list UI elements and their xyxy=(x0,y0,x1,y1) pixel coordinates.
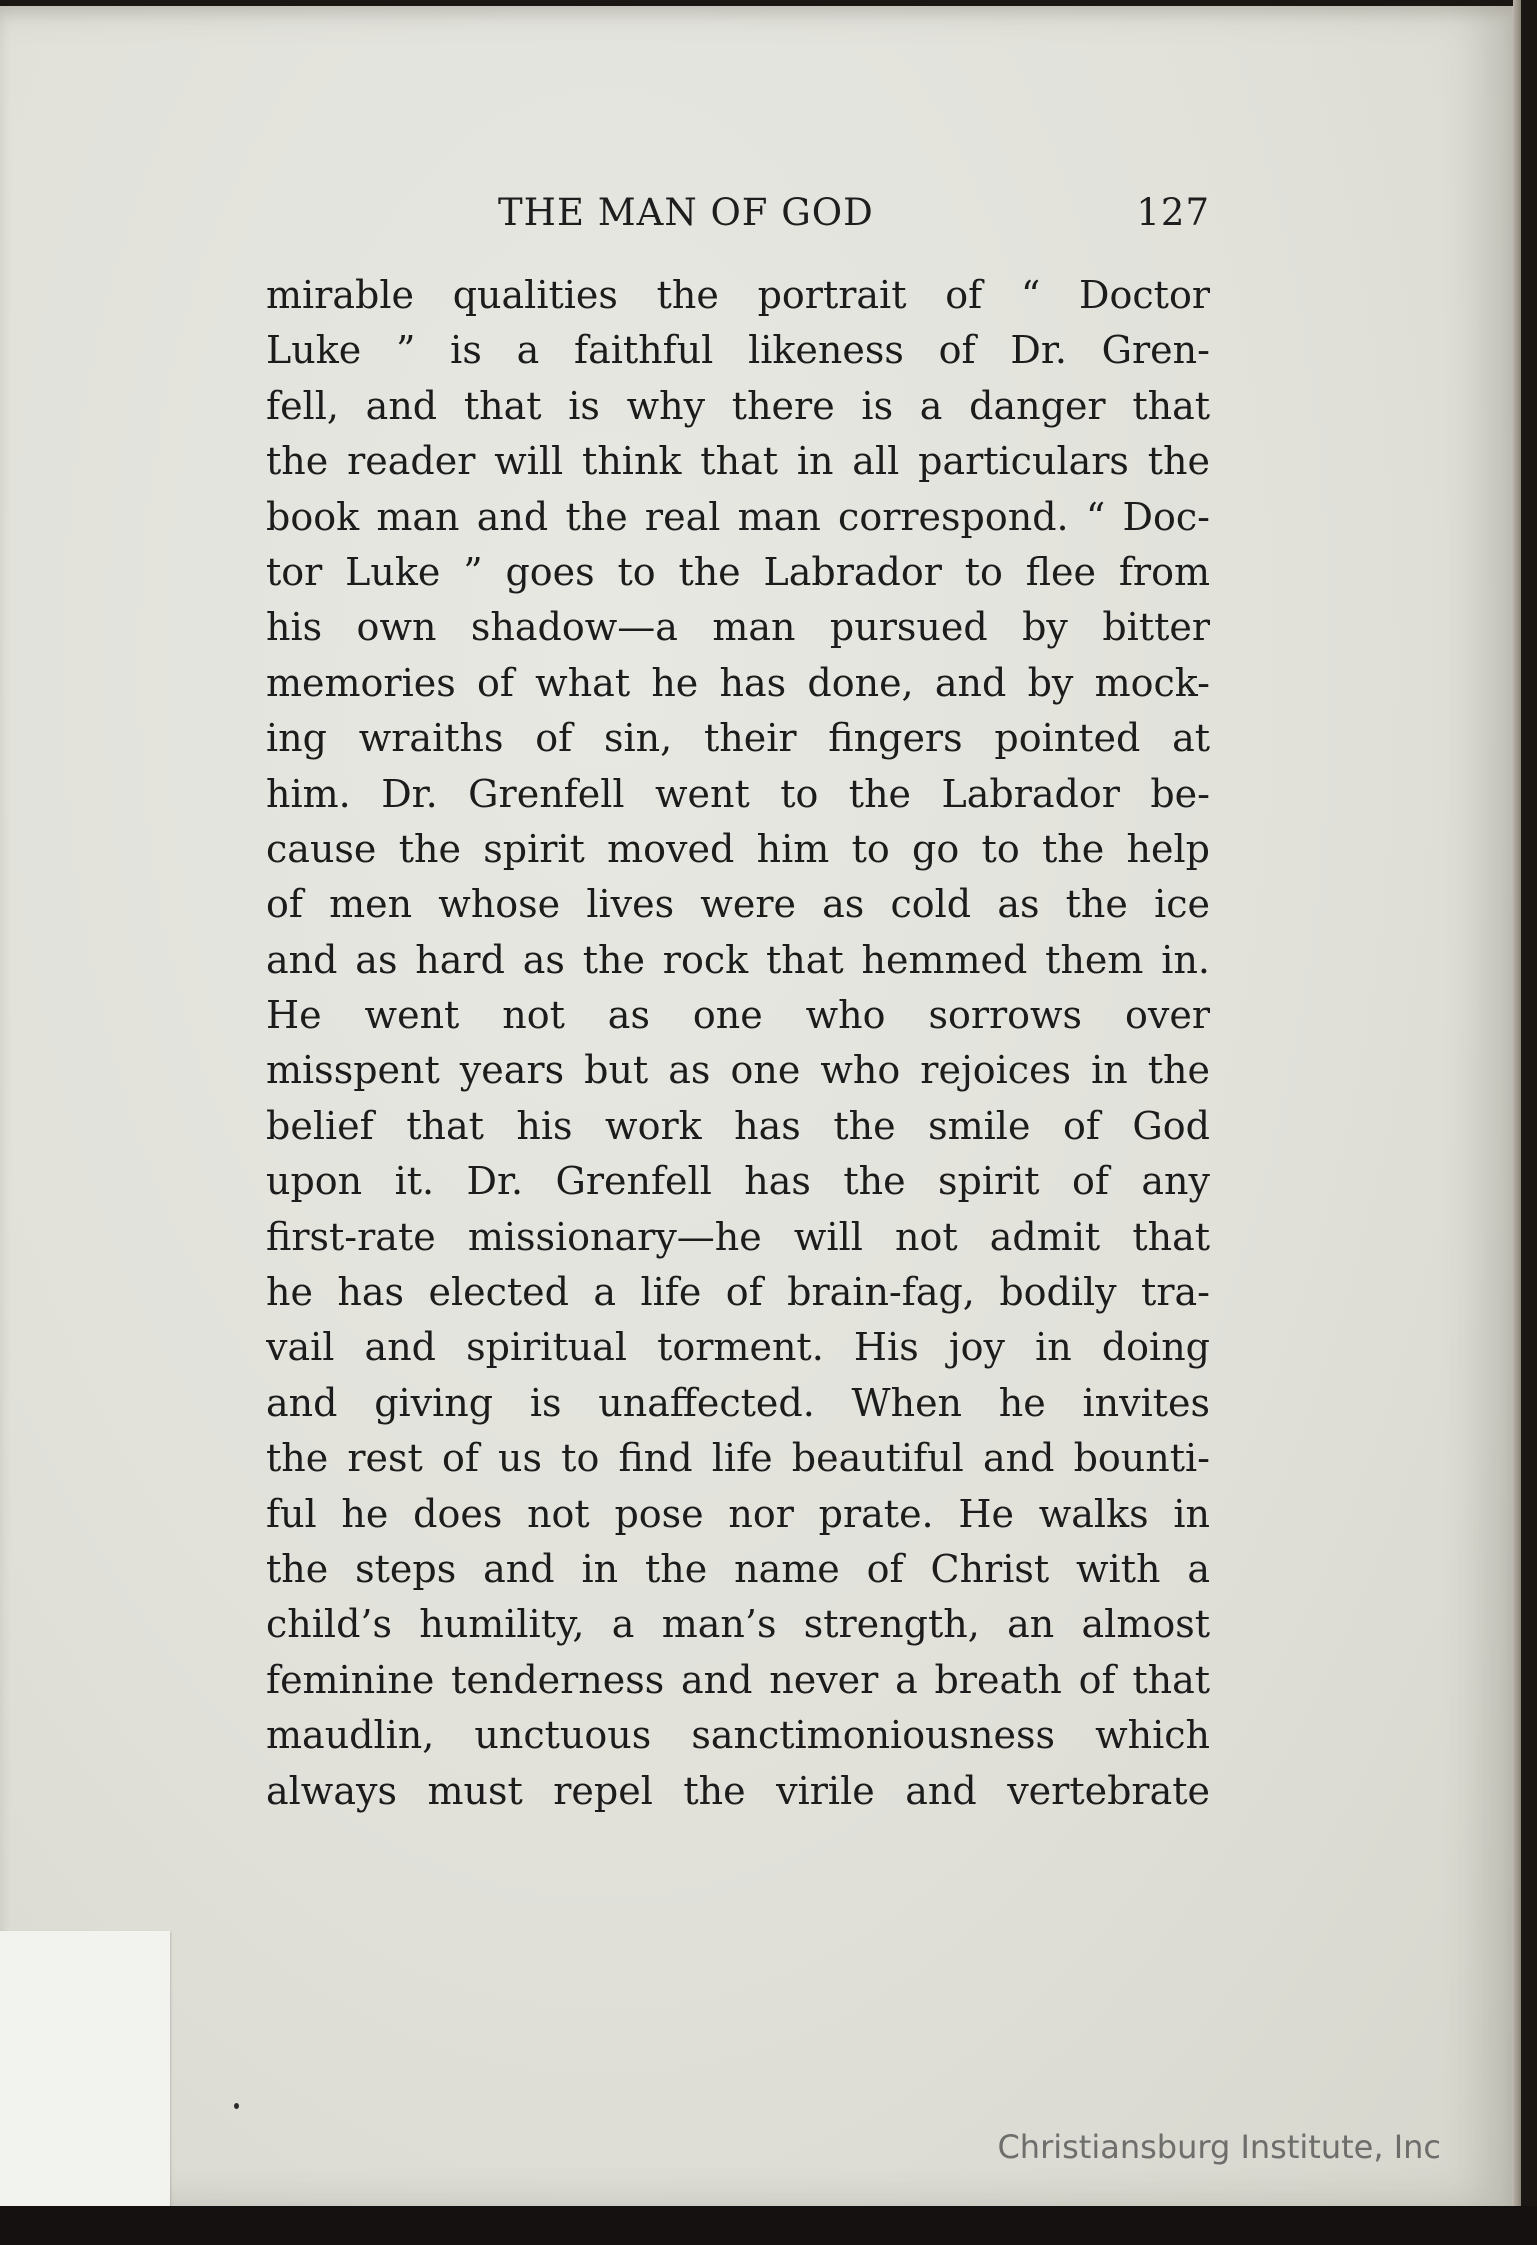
text-line: the rest of us to find life beautiful and bounti- xyxy=(266,1436,1210,1481)
text-line: the steps and in the name of Christ with a xyxy=(266,1546,1210,1591)
book-page xyxy=(0,6,1516,2206)
text-line: Luke ” is a faithful likeness of Dr. Gren- xyxy=(266,328,1210,373)
text-line: upon it. Dr. Grenfell has the spirit of any xyxy=(266,1159,1210,1204)
text-line: child’s humility, a man’s strength, an almost xyxy=(266,1602,1210,1647)
text-line: maudlin, unctuous sanctimoniousness which xyxy=(266,1713,1210,1758)
text-line: he has elected a life of brain-fag, bodily tra- xyxy=(266,1270,1210,1315)
text-line: the reader will think that in all particulars the xyxy=(266,439,1210,484)
page-header xyxy=(498,191,1210,241)
text-line: vail and spiritual torment. His joy in doing xyxy=(266,1325,1210,1370)
text-line: him. Dr. Grenfell went to the Labrador be- xyxy=(266,771,1210,816)
page-number: 127 xyxy=(1136,191,1210,234)
scan-border xyxy=(0,2206,1537,2245)
text-line: fell, and that is why there is a danger that xyxy=(266,383,1210,428)
text-line: and as hard as the rock that hemmed them in. xyxy=(266,937,1210,982)
text-line: belief that his work has the smile of God xyxy=(266,1103,1210,1148)
text-line: his own shadow—a man pursued by bitter xyxy=(266,605,1210,650)
watermark-text: Christiansburg Institute, Inc xyxy=(997,2128,1441,2166)
text-line: misspent years but as one who rejoices in the xyxy=(266,1048,1210,1093)
text-line: cause the spirit moved him to go to the help xyxy=(266,826,1210,871)
text-line: ing wraiths of sin, their fingers pointed at xyxy=(266,716,1210,761)
body-text xyxy=(266,268,1210,1819)
text-line: first-rate missionary—he will not admit that xyxy=(266,1214,1210,1259)
text-line: mirable qualities the portrait of “ Doctor xyxy=(266,273,1210,317)
text-line: ful he does not pose nor prate. He walks in xyxy=(266,1491,1210,1536)
text-line: memories of what he has done, and by mock- xyxy=(266,660,1210,705)
text-line: tor Luke ” goes to the Labrador to flee from xyxy=(266,549,1210,594)
ink-speck xyxy=(234,2103,239,2109)
text-line: book man and the real man correspond. “ Doc- xyxy=(266,494,1210,539)
text-line: He went not as one who sorrows over xyxy=(266,993,1210,1038)
running-title: THE MAN OF GOD xyxy=(498,191,874,234)
text-line: feminine tenderness and never a breath of that xyxy=(266,1657,1210,1702)
text-line: always must repel the virile and vertebrate xyxy=(266,1768,1210,1813)
text-line: and giving is unaffected. When he invites xyxy=(266,1380,1210,1425)
library-label-sticker xyxy=(0,1931,170,2216)
page-edge xyxy=(1513,0,1521,2215)
text-line: of men whose lives were as cold as the ice xyxy=(266,882,1210,927)
